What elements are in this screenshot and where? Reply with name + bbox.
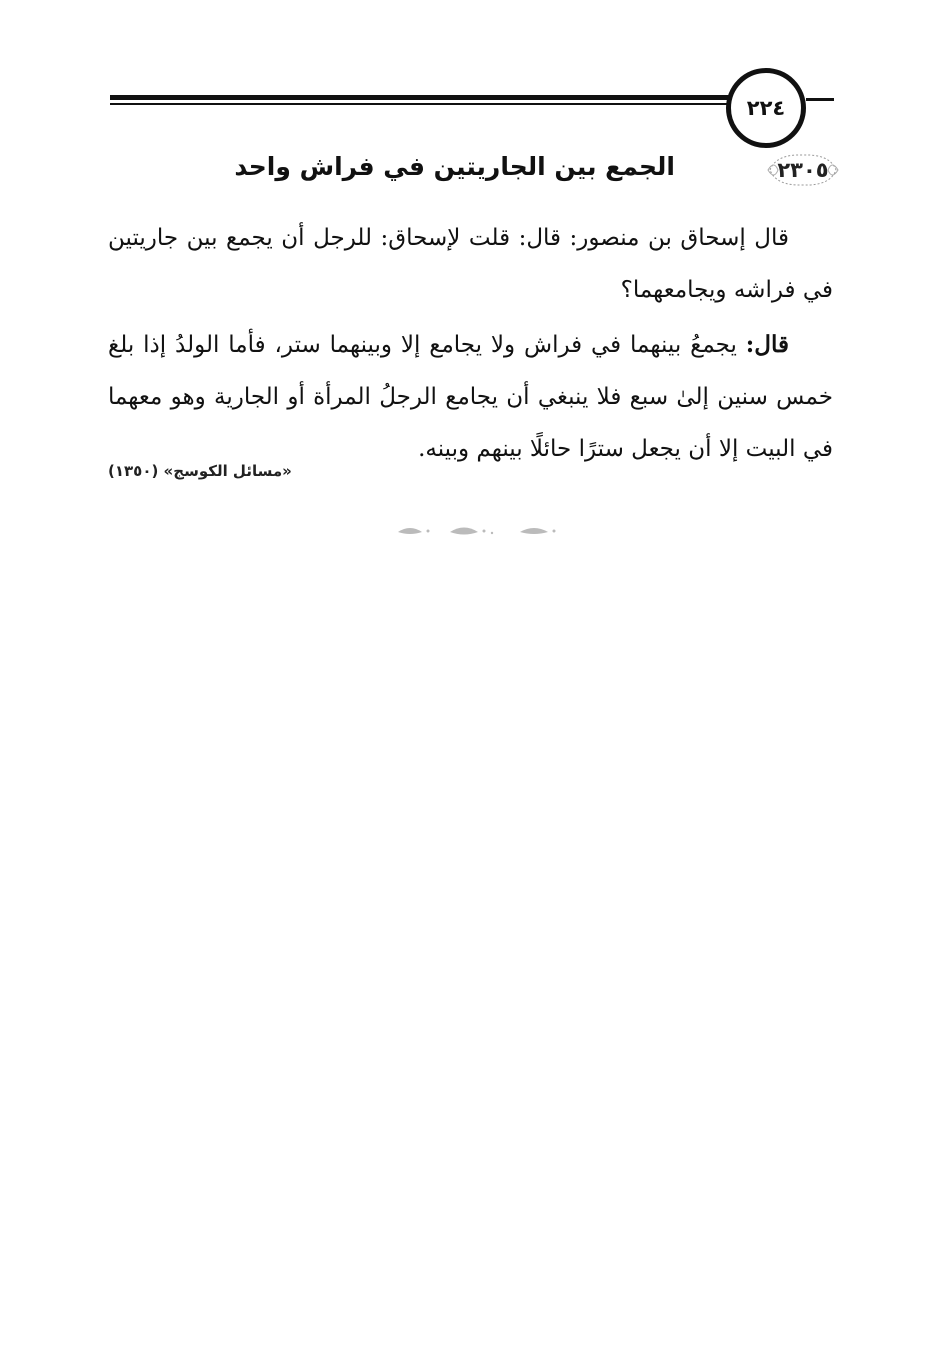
- entry-number: ٢٣٠٥: [777, 158, 829, 182]
- page-number: ٢٢٤: [746, 96, 786, 120]
- header-rule-thin-line: [110, 103, 730, 105]
- section-heading: [234, 150, 840, 194]
- answer-label: قال:: [745, 331, 789, 358]
- section-title: الجمع بين الجاريتين في فراش واحد: [234, 152, 675, 181]
- header-rule-tail: [806, 98, 834, 101]
- page-number-badge: [726, 68, 806, 148]
- question-paragraph: قال إسحاق بن منصور: قال: قلت لإسحاق: للرجل أن يجمع بين جاريتين في فراشه ويجامعهما؟: [108, 225, 833, 303]
- divider-ornament-icon: [392, 520, 562, 542]
- body-text: [108, 212, 833, 475]
- source-citation: «مسائل الكوسج» (١٣٥٠): [108, 462, 292, 480]
- entry-number-badge: [766, 150, 840, 190]
- header-rule-thick-line: [110, 95, 730, 100]
- answer-text: يجمعُ بينهما في فراش ولا يجامع إلا وبينهما ستر، فأما الولدُ إذا بلغ خمس سنين إلىٰ سبع فلا ينبغي أن يجامع الرجلُ المرأة أو الجارية وهو معهما في البيت إلا أن يجعل سترًا حائلًا بينهم وبينه.: [108, 332, 833, 462]
- answer-paragraph: [108, 319, 833, 475]
- header-rule: [110, 95, 730, 106]
